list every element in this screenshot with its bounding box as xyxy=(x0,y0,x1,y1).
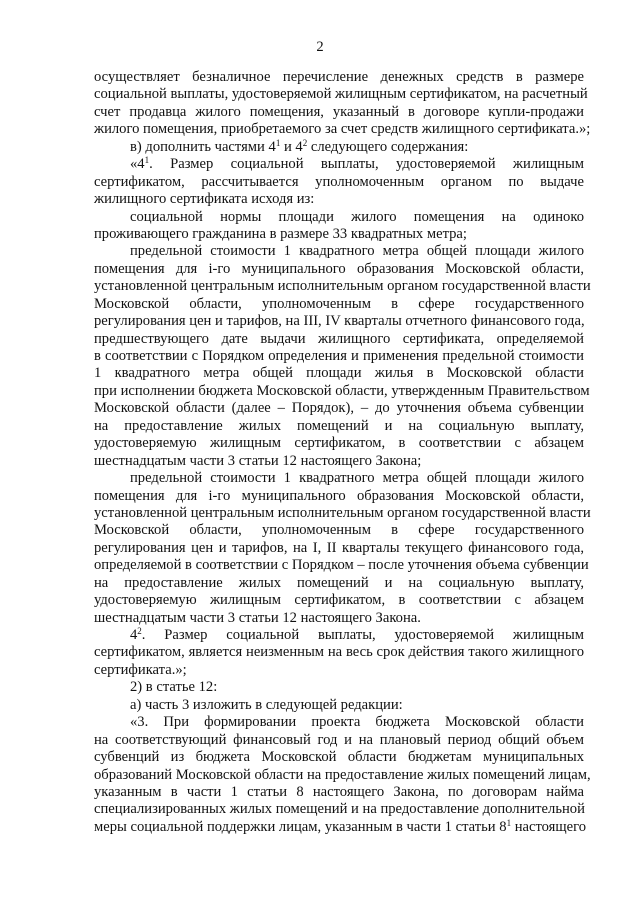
text-line xyxy=(94,557,589,574)
page-number: 2 xyxy=(316,39,324,55)
line-text: указанным в части 1 статьи 8 настоящего Закона, по договорам найма xyxy=(94,783,584,800)
line-text: Московской области, уполномоченным в сфере государственного xyxy=(94,295,584,312)
line-text: установленной центральным исполнительным органом государственной власти xyxy=(94,278,591,295)
text-line xyxy=(94,714,584,731)
superscript: 2 xyxy=(137,626,142,636)
line-text: Московской области (далее – Порядок), – до уточнения объема субвенции xyxy=(94,400,584,417)
text-line xyxy=(94,382,590,400)
line-text: предельной стоимости 1 квадратного метра общей площади жилого xyxy=(130,470,584,487)
line-text: на предоставление жилых помещений и на социальную выплату, xyxy=(94,574,584,591)
line-text: 4 xyxy=(130,627,138,643)
text-line xyxy=(94,817,587,836)
text-line xyxy=(94,662,584,679)
line-text: на соответствующий финансовый год и на плановый период общий объем xyxy=(94,731,584,748)
line-text: специализированных жилых помещений и на предоставление дополнительной xyxy=(94,801,585,818)
line-text: 2) в статье 12: xyxy=(130,679,218,696)
line-text: удостоверяемую жилищным сертификатом, в соответствии с абзацем xyxy=(94,592,584,609)
text-line xyxy=(94,575,584,592)
line-text: и 4 xyxy=(280,138,303,155)
line-text: регулирования цен и тарифов, на III, IV кварталы отчетного финансового года, xyxy=(94,313,585,330)
text-line xyxy=(94,522,584,539)
text-line xyxy=(94,331,584,348)
text-line xyxy=(94,697,584,714)
line-text: предельной стоимости 1 квадратного метра общей площади жилого xyxy=(130,243,584,260)
line-text: удостоверяемую жилищным сертификатом, в соответствии с абзацем xyxy=(94,435,584,452)
text-line xyxy=(94,504,591,522)
text-line xyxy=(94,488,584,505)
line-text: шестнадцатым части 3 статьи 12 настоящего Закона. xyxy=(94,609,421,626)
line-text: . Размер социальной выплаты, удостоверяемой жилищным xyxy=(141,627,584,643)
text-line xyxy=(94,209,584,226)
line-text: определяемой в соответствии с Порядком – после уточнения объема субвенции xyxy=(94,557,589,574)
text-line xyxy=(94,610,584,627)
text-line xyxy=(94,418,584,435)
superscript: 1 xyxy=(144,155,150,166)
line-text: Московской области, уполномоченным в сфере государственного xyxy=(94,522,584,539)
text-line xyxy=(94,86,588,103)
text-line xyxy=(94,784,584,801)
text-line xyxy=(94,278,591,295)
text-line xyxy=(94,313,584,330)
superscript: 1 xyxy=(506,817,512,828)
text-line xyxy=(94,139,584,156)
line-text: осуществляет безналичное перечисление денежных средств в размере xyxy=(94,69,584,85)
text-line xyxy=(94,156,584,173)
line-text: предшествующего дате выдачи жилищного сертификата, определяемой xyxy=(94,330,584,347)
line-text: сертификатом, является неизменным на весь срок действия такого жилищного xyxy=(94,644,584,661)
text-line xyxy=(94,104,584,121)
line-text: социальной нормы площади жилого помещения на одиноко xyxy=(130,208,584,225)
text-line xyxy=(94,749,584,766)
line-text: при исполнении бюджета Московской области, утвержденным Правительством xyxy=(94,382,590,399)
text-line xyxy=(94,453,584,470)
line-text: в соответствии с Порядком определения и применения предельной стоимости xyxy=(94,348,584,364)
text-line xyxy=(94,348,584,365)
text-line xyxy=(94,627,584,644)
text-line xyxy=(94,243,584,260)
text-line xyxy=(94,191,584,208)
line-text: в) дополнить частями 4 xyxy=(130,138,276,155)
text-line xyxy=(94,69,584,86)
line-text: а) часть 3 изложить в следующей редакции: xyxy=(130,696,403,713)
line-text: сертификата.»; xyxy=(94,661,187,678)
line-text: помещения для i-го муниципального образования Московской области, xyxy=(94,260,584,277)
text-line xyxy=(94,766,591,784)
text-line xyxy=(94,732,584,749)
text-line xyxy=(94,679,584,696)
text-line xyxy=(94,470,584,487)
line-text: регулирования цен и тарифов, на I, II кварталы текущего финансового года, xyxy=(94,539,584,556)
line-text: жилищного сертификата исходя из: xyxy=(94,191,315,208)
line-text: меры социальной поддержки лицам, указанным в части 1 статьи 8 xyxy=(94,818,507,835)
line-text: жилого помещения, приобретаемого за счет средств жилищного сертификата.»; xyxy=(94,121,591,138)
line-text: проживающего гражданина в размере 33 квадратных метра; xyxy=(94,225,467,242)
line-text: 1 квадратного метра общей площади жилья в Московской области xyxy=(94,365,584,382)
text-line xyxy=(94,592,584,609)
line-text: на предоставление жилых помещений и на социальную выплату, xyxy=(94,417,584,434)
line-text: . Размер социальной выплаты, удостоверяемой жилищным xyxy=(149,156,584,173)
text-line xyxy=(94,261,584,278)
text-line xyxy=(94,435,584,452)
line-text: установленной центральным исполнительным органом государственной власти xyxy=(94,504,591,521)
text-line xyxy=(94,801,584,818)
line-text: следующего содержания: xyxy=(307,138,469,155)
text-line xyxy=(94,644,584,661)
line-text: «3. При формировании проекта бюджета Московской области xyxy=(130,714,584,731)
text-line xyxy=(94,174,584,191)
text-line xyxy=(94,400,584,417)
line-text: социальной выплаты, удостоверяемой жилищным сертификатом, на расчетный xyxy=(94,86,588,103)
line-text: «4 xyxy=(130,156,145,173)
line-text: настоящего xyxy=(511,818,587,835)
line-text: субвенций из бюджета Московской области бюджетам муниципальных xyxy=(94,749,584,766)
superscript: 2 xyxy=(302,137,308,148)
text-line xyxy=(94,365,584,382)
text-line xyxy=(94,226,584,243)
line-text: счет продавца жилого помещения, указанный в договоре купли-продажи xyxy=(94,103,584,120)
line-text: помещения для i-го муниципального образования Московской области, xyxy=(94,487,584,504)
text-line xyxy=(94,121,591,138)
line-text: образований Московской области на предоставление жилых помещений лицам, xyxy=(94,766,591,783)
text-line xyxy=(94,540,584,557)
superscript: 1 xyxy=(275,137,281,148)
document-body xyxy=(94,69,591,836)
text-line xyxy=(94,296,584,313)
line-text: сертификатом, рассчитывается уполномоченным органом по выдаче xyxy=(94,173,584,190)
line-text: шестнадцатым части 3 статьи 12 настоящего Закона; xyxy=(94,452,422,469)
